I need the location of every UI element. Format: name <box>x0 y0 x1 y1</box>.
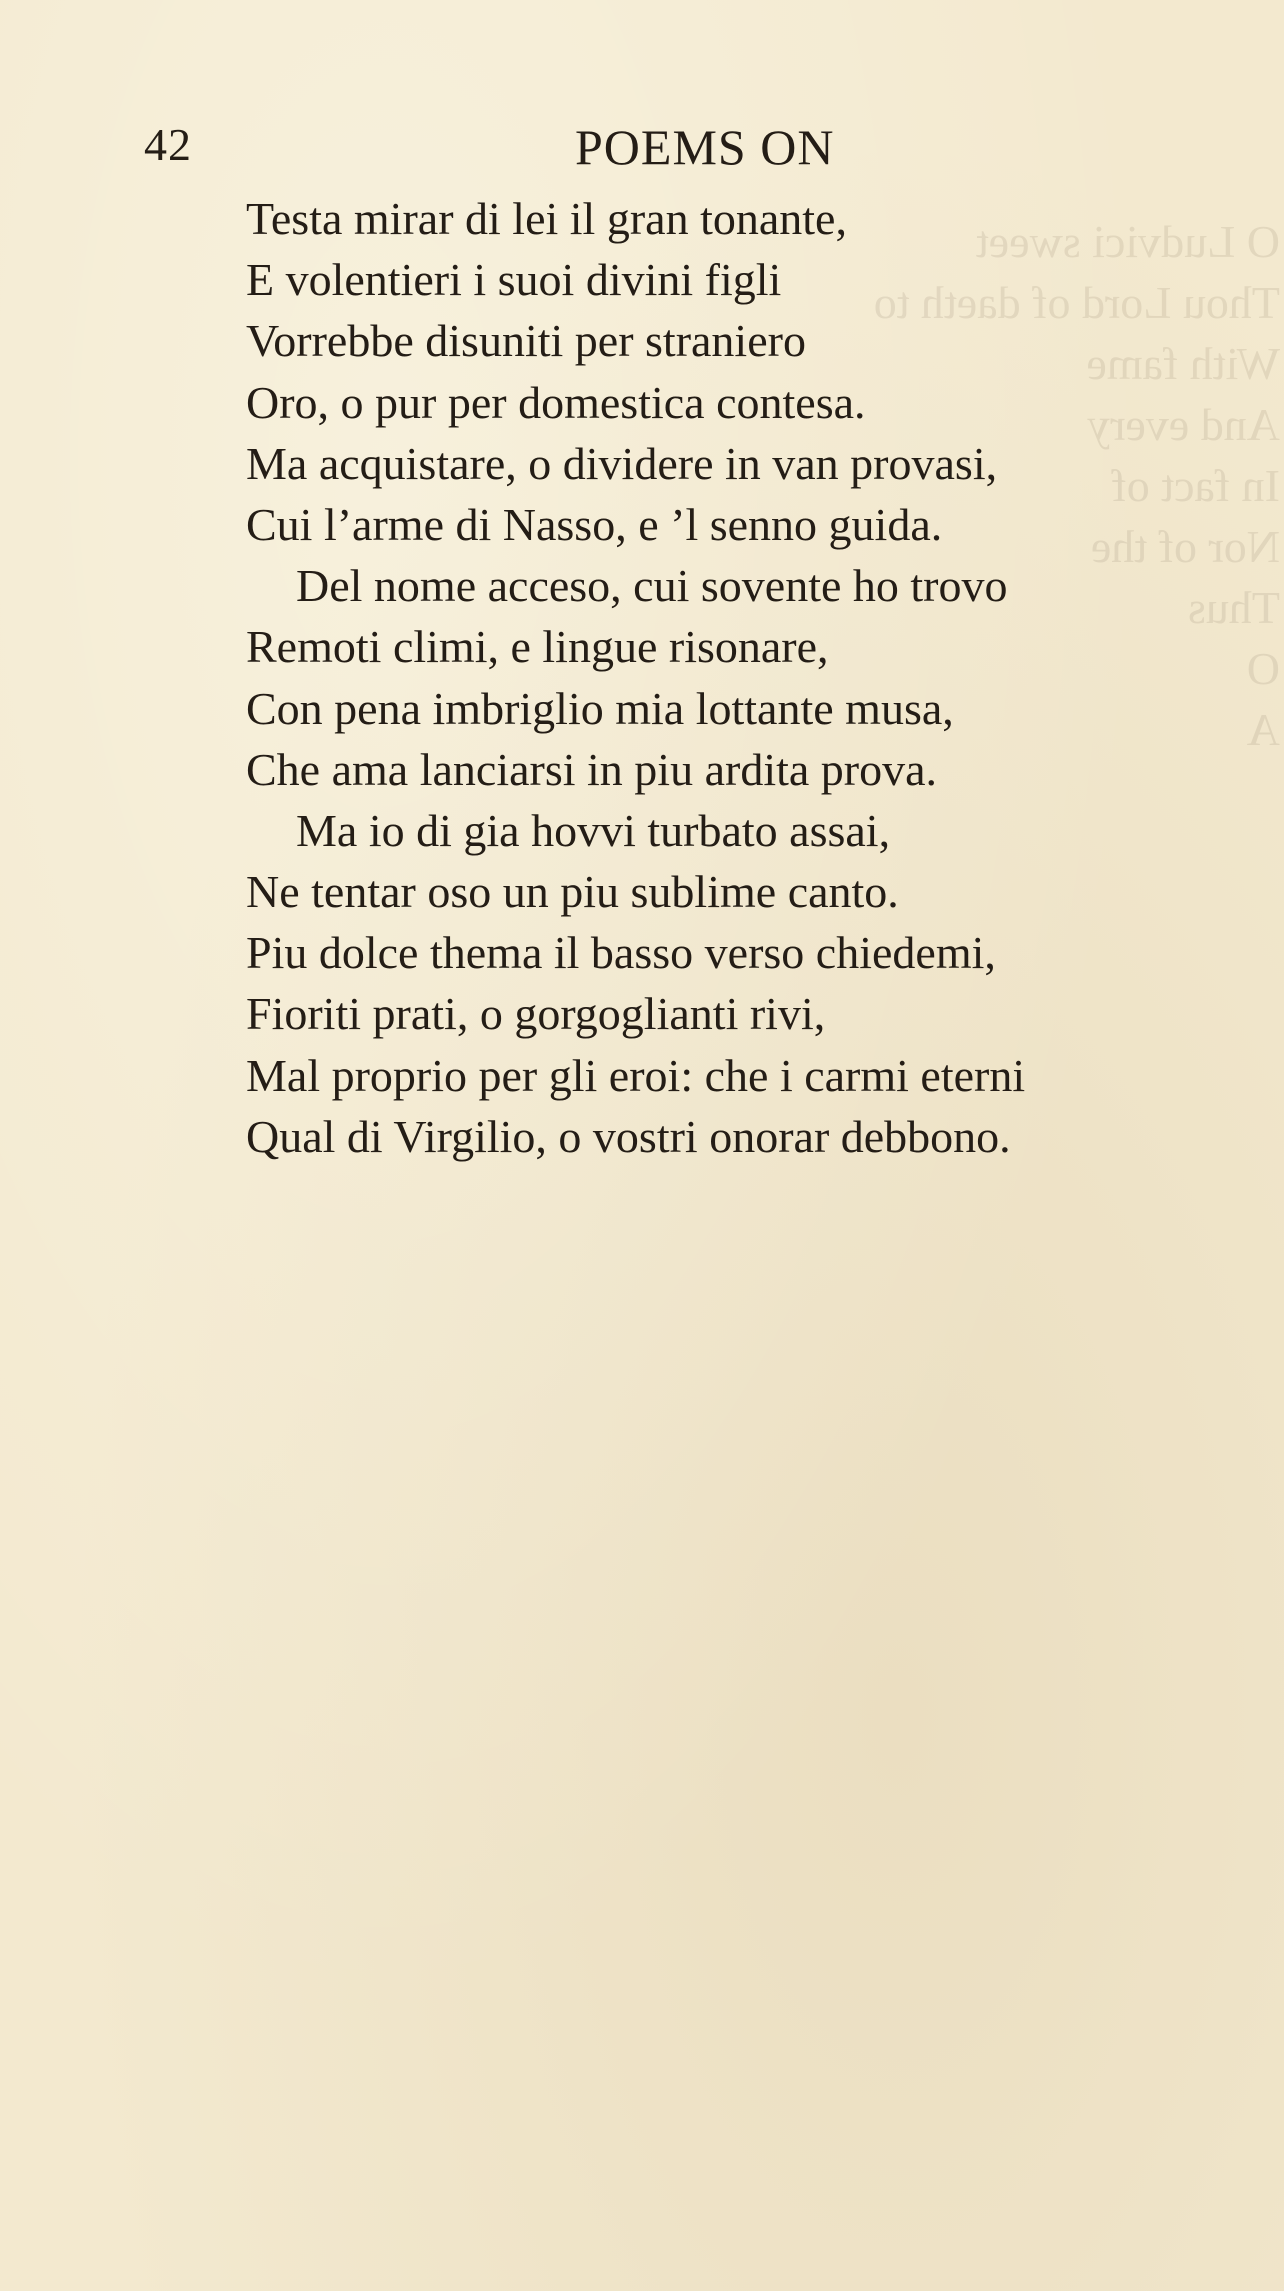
poem-line: Del nome acceso, cui sovente ho trovo <box>296 560 1008 612</box>
poem-line: Che ama lanciarsi in piu ardita prova. <box>246 743 938 795</box>
poem-line: Con pena imbriglio mia lottante musa, <box>246 682 954 734</box>
poem-line: Ne tentar oso un piu sublime canto. <box>246 866 899 918</box>
poem-line: Testa mirar di lei il gran tonante, <box>246 193 847 244</box>
page-number: 42 <box>144 119 192 170</box>
poem-line: Cui l’arme di Nasso, e ’l senno guida. <box>246 498 943 550</box>
poem-text <box>246 188 1246 1167</box>
show-through-text: O Ludvici sweet Thou Lord of daeth to With fame And every In fact of Nor of the Thus O A <box>873 216 1280 755</box>
page-header <box>0 110 1284 180</box>
poem-line: Ma acquistare, o dividere in van provasi, <box>246 437 998 489</box>
poem-line: E volentieri i suoi divini figli <box>246 254 782 306</box>
poem-line: Vorrebbe disuniti per straniero <box>246 315 806 367</box>
poem-line: Qual di Virgilio, o vostri onorar debbono. <box>246 1110 1011 1162</box>
poem-line: Oro, o pur per domestica contesa. <box>246 376 866 428</box>
running-head: POEMS ON <box>575 119 835 175</box>
poem-line: Piu dolce thema il basso verso chiedemi, <box>246 927 996 979</box>
poem-line: Fioriti prati, o gorgoglianti rivi, <box>246 988 826 1040</box>
poem-line: Ma io di gia hovvi turbato assai, <box>296 804 891 856</box>
poem-line: Mal proprio per gli eroi: che i carmi eterni <box>246 1049 1026 1101</box>
poem-line: Remoti climi, e lingue risonare, <box>246 621 829 673</box>
